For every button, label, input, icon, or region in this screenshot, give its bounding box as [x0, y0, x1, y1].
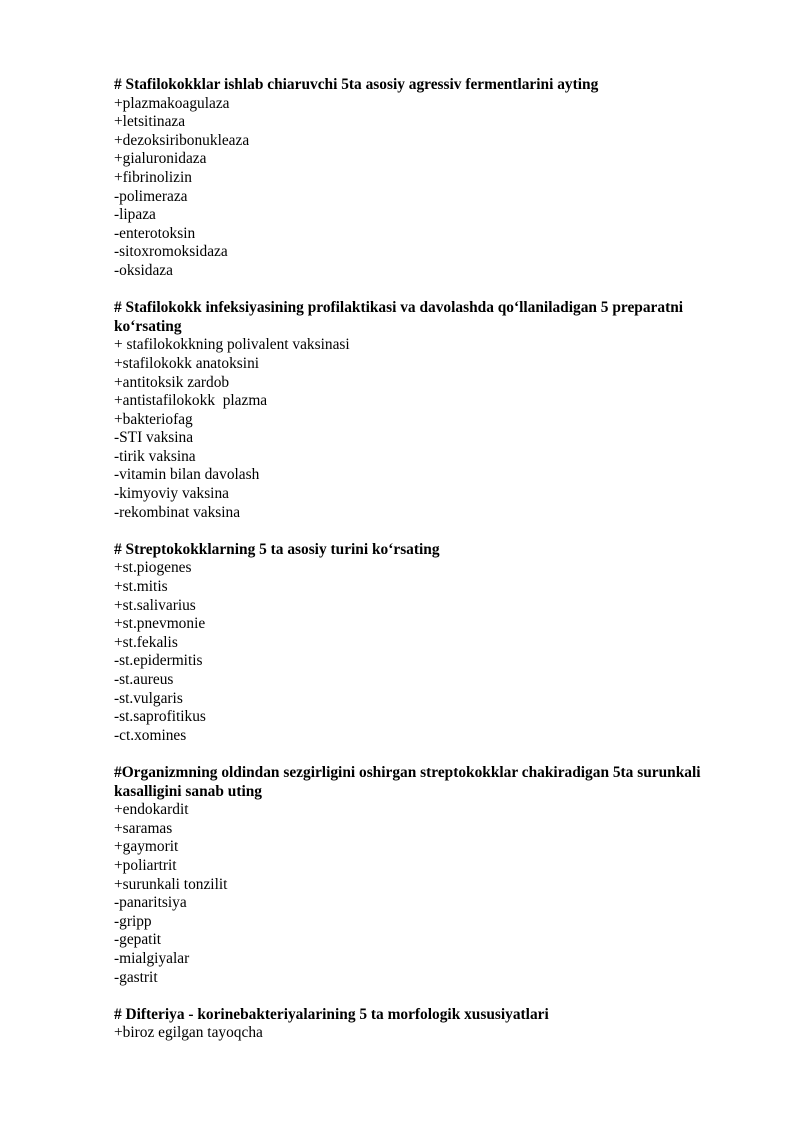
- answer-option: -gripp: [114, 912, 152, 930]
- question-title: #Organizmning oldindan sezgirligini oshirgan streptokokklar chakiradigan 5ta surunkali kasalligini sanab uting: [114, 763, 701, 800]
- answer-option: +endokardit: [114, 801, 189, 819]
- answer-option: -gepatit: [114, 931, 162, 949]
- answer-option: +st.pnevmonie: [114, 615, 206, 633]
- answer-option: -vitamin bilan davolash: [114, 466, 260, 484]
- answer-option: -polimeraza: [114, 187, 188, 205]
- question-title: # Stafilokokk infeksiyasining profilaktikasi va davolashda qo‘llaniladigan 5 preparatni ko‘rsating: [114, 299, 684, 335]
- answer-option: +antistafilokokk plazma: [114, 392, 268, 410]
- answer-option: -st.aureus: [114, 671, 174, 688]
- answer-option: -mialgiyalar: [114, 949, 190, 967]
- answer-option: +gialuronidaza: [114, 150, 207, 168]
- question-block: [114, 764, 744, 987]
- answer-option: -STI vaksina: [114, 429, 194, 447]
- answer-option: -enterotoksin: [114, 224, 196, 242]
- answer-option: +stafilokokk anatoksini: [114, 354, 260, 372]
- question-title: # Stafilokokklar ishlab chiaruvchi 5ta asosiy agressiv fermentlarini ayting: [114, 76, 599, 93]
- answer-option: -lipaza: [114, 206, 156, 224]
- question-block: [114, 541, 744, 746]
- answer-option: +st.fekalis: [114, 633, 178, 651]
- answer-option: -tirik vaksina: [114, 447, 196, 465]
- question-block: [114, 76, 744, 281]
- answer-option: +st.salivarius: [114, 596, 196, 614]
- question-block: [114, 1006, 744, 1043]
- question-title: # Streptokokklarning 5 ta asosiy turini ko‘rsating: [114, 540, 440, 558]
- answer-option: -sitoxromoksidaza: [114, 243, 228, 261]
- answer-option: + stafilokokkning polivalent vaksinasi: [114, 336, 350, 354]
- answer-option: +antitoksik zardob: [114, 373, 230, 391]
- answer-option: -st.saprofitikus: [114, 708, 206, 726]
- answer-option: -rekombinat vaksina: [114, 503, 241, 521]
- answer-option: -st.vulgaris: [114, 689, 183, 707]
- document-content: [114, 76, 744, 1061]
- answer-option: +plazmakoagulaza: [114, 94, 230, 112]
- question-block: [114, 299, 744, 522]
- answer-option: +letsitinaza: [114, 113, 186, 131]
- answer-option: +biroz egilgan tayoqcha: [114, 1024, 263, 1042]
- answer-option: -kimyoviy vaksina: [114, 485, 229, 503]
- answer-option: -panaritsiya: [114, 894, 187, 912]
- answer-option: +bakteriofag: [114, 410, 193, 428]
- answer-option: +dezoksiribonukleaza: [114, 131, 250, 149]
- answer-option: +poliartrit: [114, 856, 177, 874]
- answer-option: -st.epidermitis: [114, 652, 203, 670]
- answer-option: -ct.xomines: [114, 726, 187, 744]
- question-title: # Difteriya - korinebakteriyalarining 5 ta morfologik xususiyatlari: [114, 1005, 549, 1023]
- answer-option: +gaymorit: [114, 838, 179, 856]
- answer-option: +surunkali tonzilit: [114, 875, 228, 893]
- answer-option: +saramas: [114, 819, 173, 837]
- answer-option: +st.piogenes: [114, 559, 192, 577]
- answer-option: +fibrinolizin: [114, 168, 192, 186]
- answer-option: -gastrit: [114, 968, 158, 986]
- answer-option: +st.mitis: [114, 578, 168, 596]
- answer-option: -oksidaza: [114, 261, 173, 279]
